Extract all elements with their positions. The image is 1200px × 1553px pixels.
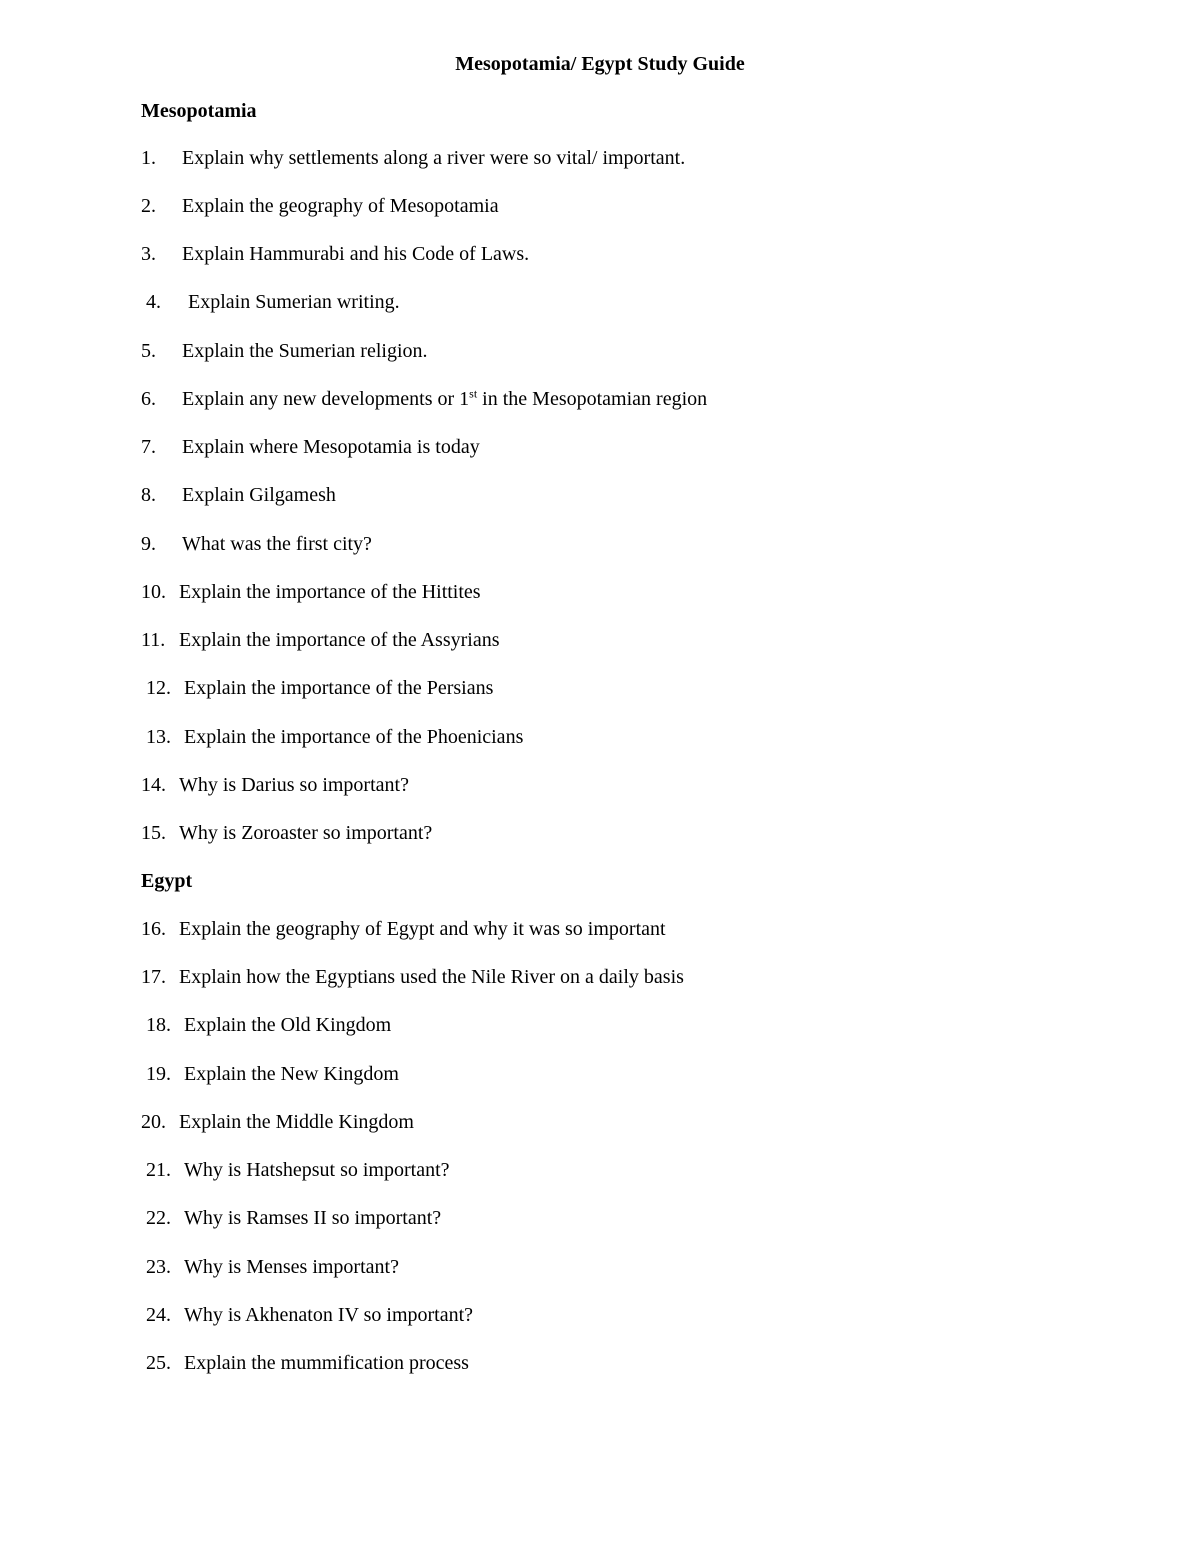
item-text: Explain Sumerian writing. bbox=[188, 291, 400, 313]
item-text: Explain Hammurabi and his Code of Laws. bbox=[182, 243, 530, 265]
item-number: 9. bbox=[141, 533, 156, 555]
item-text: Why is Darius so important? bbox=[179, 774, 409, 796]
item-text: Explain the importance of the Assyrians bbox=[179, 629, 500, 651]
item-text: Explain the geography of Egypt and why it was so important bbox=[179, 918, 666, 940]
item-text: Explain the mummification process bbox=[184, 1352, 469, 1374]
item-number: 5. bbox=[141, 340, 156, 362]
item-number: 19. bbox=[146, 1063, 171, 1085]
item-number: 7. bbox=[141, 436, 156, 458]
item-text-part: Explain any new developments or 1 bbox=[182, 388, 470, 410]
item-text: Explain the Sumerian religion. bbox=[182, 340, 428, 362]
item-number: 3. bbox=[141, 243, 156, 265]
item-text: Why is Zoroaster so important? bbox=[179, 822, 433, 844]
item-number: 24. bbox=[146, 1304, 171, 1326]
item-number: 11. bbox=[141, 629, 166, 651]
item-number: 10. bbox=[141, 581, 166, 603]
item-text: Why is Ramses II so important? bbox=[184, 1207, 442, 1229]
item-text: Explain where Mesopotamia is today bbox=[182, 436, 480, 458]
item-number: 16. bbox=[141, 918, 166, 940]
item-number: 1. bbox=[141, 147, 156, 169]
item-text: Explain why settlements along a river were so vital/ important. bbox=[182, 147, 686, 169]
item-number: 12. bbox=[146, 677, 171, 699]
item-number: 2. bbox=[141, 195, 156, 217]
item-number: 13. bbox=[146, 726, 171, 748]
item-number: 8. bbox=[141, 484, 156, 506]
item-number: 21. bbox=[146, 1159, 171, 1181]
item-number: 18. bbox=[146, 1014, 171, 1036]
item-number: 6. bbox=[141, 388, 156, 410]
section-heading-mesopotamia: Mesopotamia bbox=[141, 100, 257, 122]
item-text: Why is Menses important? bbox=[184, 1256, 399, 1278]
item-text: Explain how the Egyptians used the Nile River on a daily basis bbox=[179, 966, 684, 988]
item-text: Explain the New Kingdom bbox=[184, 1063, 399, 1085]
item-number: 22. bbox=[146, 1207, 171, 1229]
item-number: 23. bbox=[146, 1256, 171, 1278]
item-number: 4. bbox=[146, 291, 161, 313]
ordinal-suffix: st bbox=[469, 386, 478, 401]
item-text: Explain the Middle Kingdom bbox=[179, 1111, 414, 1133]
item-number: 17. bbox=[141, 966, 166, 988]
section-heading-egypt: Egypt bbox=[141, 870, 193, 892]
item-text: Why is Hatshepsut so important? bbox=[184, 1159, 450, 1181]
document-title: Mesopotamia/ Egypt Study Guide bbox=[455, 53, 745, 75]
item-text-part: in the Mesopotamian region bbox=[477, 388, 708, 410]
item-text: Explain the importance of the Persians bbox=[184, 677, 494, 699]
item-text: What was the first city? bbox=[182, 533, 372, 555]
item-text: Why is Akhenaton IV so important? bbox=[184, 1304, 474, 1326]
item-number: 20. bbox=[141, 1111, 166, 1133]
item-text: Explain the geography of Mesopotamia bbox=[182, 195, 499, 217]
item-number: 15. bbox=[141, 822, 166, 844]
item-text: Explain the importance of the Hittites bbox=[179, 581, 481, 603]
item-number: 14. bbox=[141, 774, 166, 796]
item-text: Explain the Old Kingdom bbox=[184, 1014, 392, 1036]
item-text: Explain Gilgamesh bbox=[182, 484, 336, 506]
item-text bbox=[182, 386, 707, 412]
item-number: 25. bbox=[146, 1352, 171, 1374]
item-text: Explain the importance of the Phoenicians bbox=[184, 726, 524, 748]
